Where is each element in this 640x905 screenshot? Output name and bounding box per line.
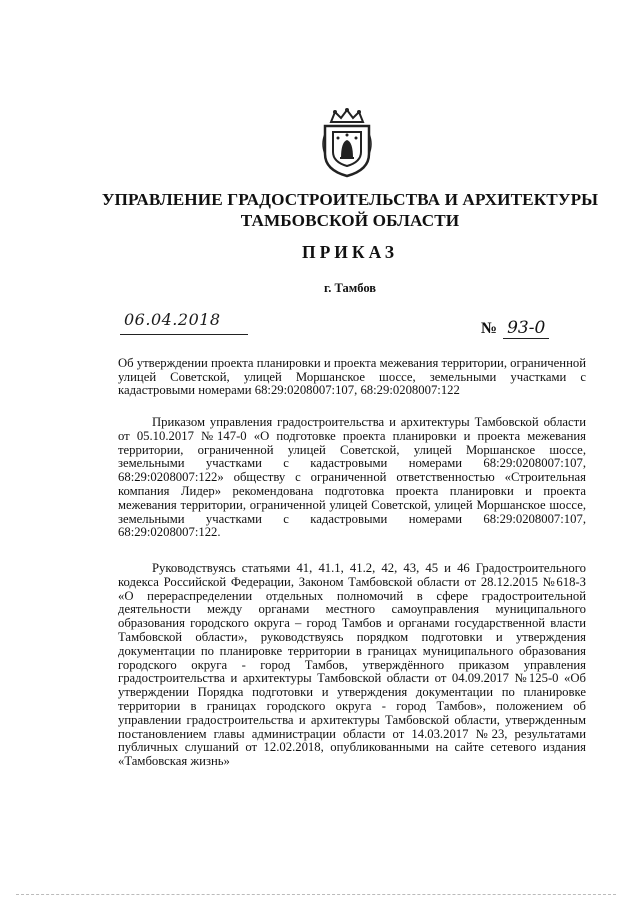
order-date-field	[120, 308, 248, 335]
order-date: 06.04.2018	[124, 310, 221, 329]
body-paragraph-2: Руководствуясь статьями 41, 41.1, 41.2, 42, 43, 45 и 46 Градостроительного кодекса Российской Федерации, Законом Тамбовской области от 28.12.2015 №618-З «О перераспределении отдельных полномочий в сфере градостроительной деятельности между органами местного самоуправления муниципального образования городского округа – город Тамбов и органами государственной власти Тамбовской области», руководствуясь порядком подготовки и утверждения документации по планировке территории в границах муниципального образования городского округа - город Тамбов, утверждённого приказом управления градостроительства и архитектуры Тамбовской области от 04.09.2017 №125-0 «Об утверждении Порядка подготовки и утверждения документации по планировке территории в границах городского округа - город Тамбов», положением об управлении градостроительства и архитектуры Тамбовской области, утвержденным постановлением главы администрации области от 14.03.2017 №23, результатами публичных слушаний от 12.02.2018, опубликованными на сайте сетевого издания «Тамбовская жизнь»	[118, 561, 586, 769]
city: г. Тамбов	[323, 281, 377, 295]
organization-name-line1: УПРАВЛЕНИЕ ГРАДОСТРОИТЕЛЬСТВА И АРХИТЕКТУРЫ	[101, 190, 599, 209]
document-type-title: ПРИКАЗ	[301, 242, 399, 262]
order-number: 93-0	[503, 318, 549, 339]
coat-of-arms-icon	[321, 108, 373, 178]
order-number-label: №	[481, 320, 498, 337]
order-subject: Об утверждении проекта планировки и проекта межевания территории, ограниченной улицей Советской, улицей Моршанское шоссе, земельными участками с кадастровыми номерами 68:29:0208007:107, 68:29:0208007:122	[118, 356, 586, 398]
order-number-field	[481, 318, 549, 338]
body-paragraph-1: Приказом управления градостроительства и архитектуры Тамбовской области от 05.10.2017 №147-0 «О подготовке проекта планировки и проекта межевания территории, ограниченной улицей Советской, улицей Моршанское шоссе, земельными участками с кадастровыми номерами 68:29:0208007:107, 68:29:0208007:122» обществу с ограниченной ответственностью «Строительная компания Лидер» рекомендована подготовка проекта планировки и проекта межевания территории, ограниченной улицей Советской, улицей Моршанское шоссе, земельными участками с кадастровыми номерами 68:29:0208007:107, 68:29:0208007:122.	[118, 415, 586, 540]
organization-name-line2: ТАМБОВСКОЙ ОБЛАСТИ	[240, 211, 460, 230]
page-bottom-divider	[16, 894, 616, 895]
